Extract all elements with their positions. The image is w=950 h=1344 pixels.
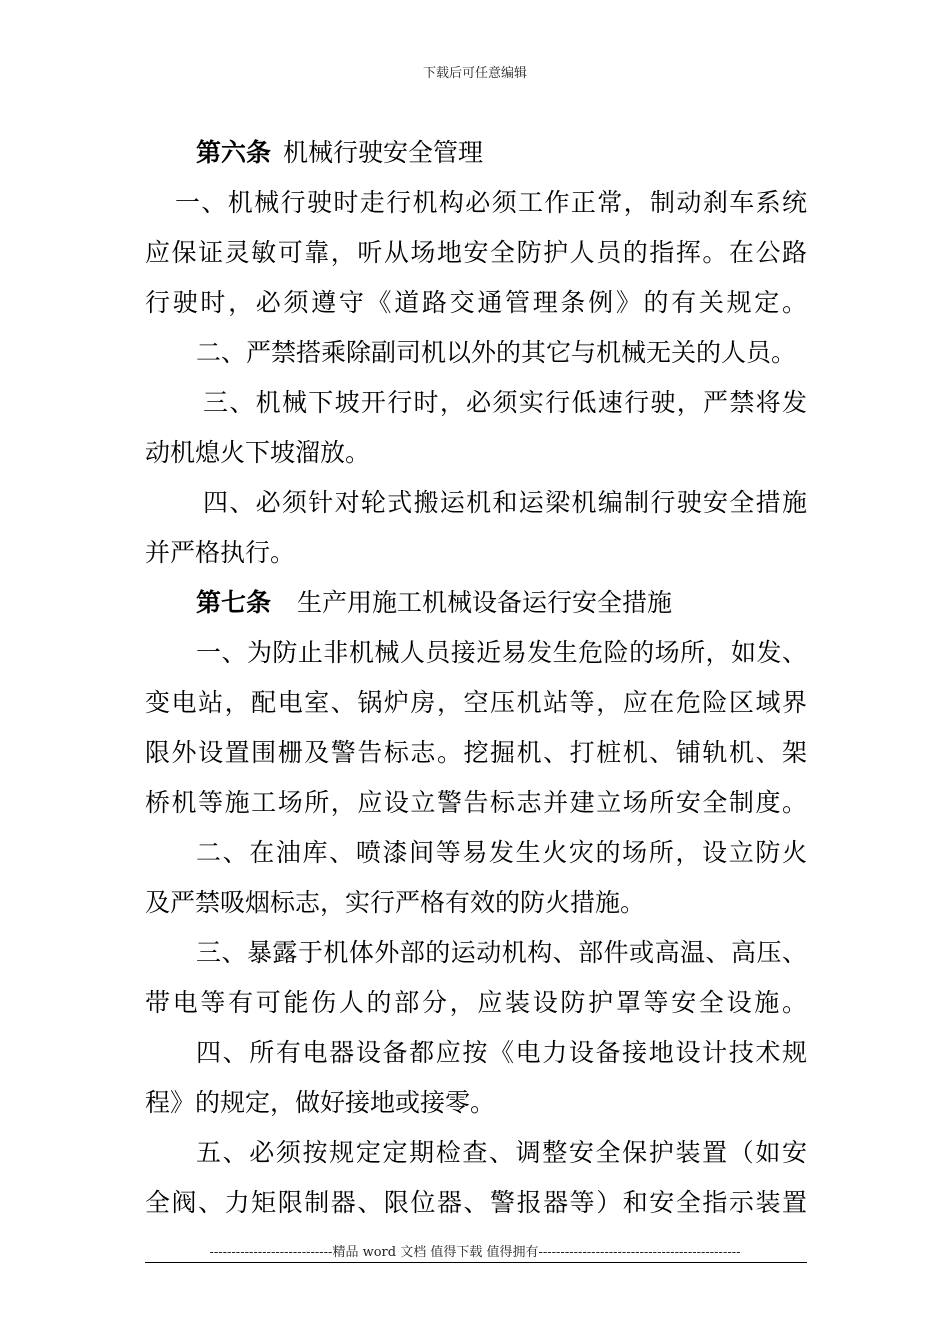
article-7-item-4-line-2: 程》的规定，做好接地或接零。 <box>145 1088 496 1117</box>
article-7-item-1-line-3: 限外设置围栅及警告标志。挖掘机、打桩机、铺轨机、架 <box>145 738 807 767</box>
article-7-item-4-line-1: 四、所有电器设备都应按《电力设备接地设计技术规 <box>196 1038 807 1067</box>
article-7-item-2-line-2: 及严禁吸烟标志，实行严格有效的防火措施。 <box>145 888 646 917</box>
article-7-item-1-line-2: 变电站，配电室、锅炉房，空压机站等，应在危险区域界 <box>145 688 807 717</box>
article-6-item-4-line-1: 四、必须针对轮式搬运机和运梁机编制行驶安全措施 <box>203 488 807 517</box>
article-6-heading <box>145 128 807 178</box>
article-7-item-3-line-1: 三、暴露于机体外部的运动机构、部件或高温、高压、 <box>196 938 807 967</box>
article-7-title: 生产用施工机械设备运行安全措施 <box>297 588 673 617</box>
article-6-item-2-line-1: 二、严禁搭乘除副司机以外的其它与机械无关的人员。 <box>196 338 797 367</box>
article-6-item-1-line-3: 行驶时，必须遵守《道路交通管理条例》的有关规定。 <box>145 288 807 317</box>
article-6-item-3-line-1: 三、机械下坡开行时，必须实行低速行驶，严禁将发 <box>203 388 807 417</box>
article-7-heading <box>145 578 807 628</box>
article-6-item-1-line-2: 应保证灵敏可靠，听从场地安全防护人员的指挥。在公路 <box>145 238 807 267</box>
article-7-item-3-line-2: 带电等有可能伤人的部分，应装设防护罩等安全设施。 <box>145 988 807 1017</box>
footer-divider <box>145 1262 807 1263</box>
article-7-item-2-line-1: 二、在油库、喷漆间等易发生火灾的场所，设立防火 <box>196 838 807 867</box>
article-6-label: 第六条 <box>196 138 272 167</box>
article-6-item-1-line-1: 一、机械行驶时走行机构必须工作正常，制动刹车系统 <box>175 188 807 217</box>
article-7-item-5-line-2: 全阀、力矩限制器、限位器、警报器等）和安全指示装置 <box>145 1188 807 1217</box>
article-7-item-5-line-1: 五、必须按规定定期检查、调整安全保护装置（如安 <box>196 1138 807 1167</box>
article-6-item-3-line-2: 动机熄火下坡溜放。 <box>145 438 371 467</box>
footer-note: ----------------------------精品 word 文档 值得下载 值得拥有---------------------------------------------- <box>209 1245 741 1260</box>
article-6-title: 机械行驶安全管理 <box>283 138 484 167</box>
article-6-item-4-line-2: 并严格执行。 <box>145 538 296 567</box>
article-7-item-1-line-1: 一、为防止非机械人员接近易发生危险的场所，如发、 <box>196 638 807 667</box>
article-7-label: 第七条 <box>196 588 272 617</box>
document-body <box>145 128 807 1228</box>
article-7-item-1-line-4: 桥机等施工场所，应设立警告标志并建立场所安全制度。 <box>145 788 807 817</box>
header-note: 下载后可任意编辑 <box>422 66 527 81</box>
